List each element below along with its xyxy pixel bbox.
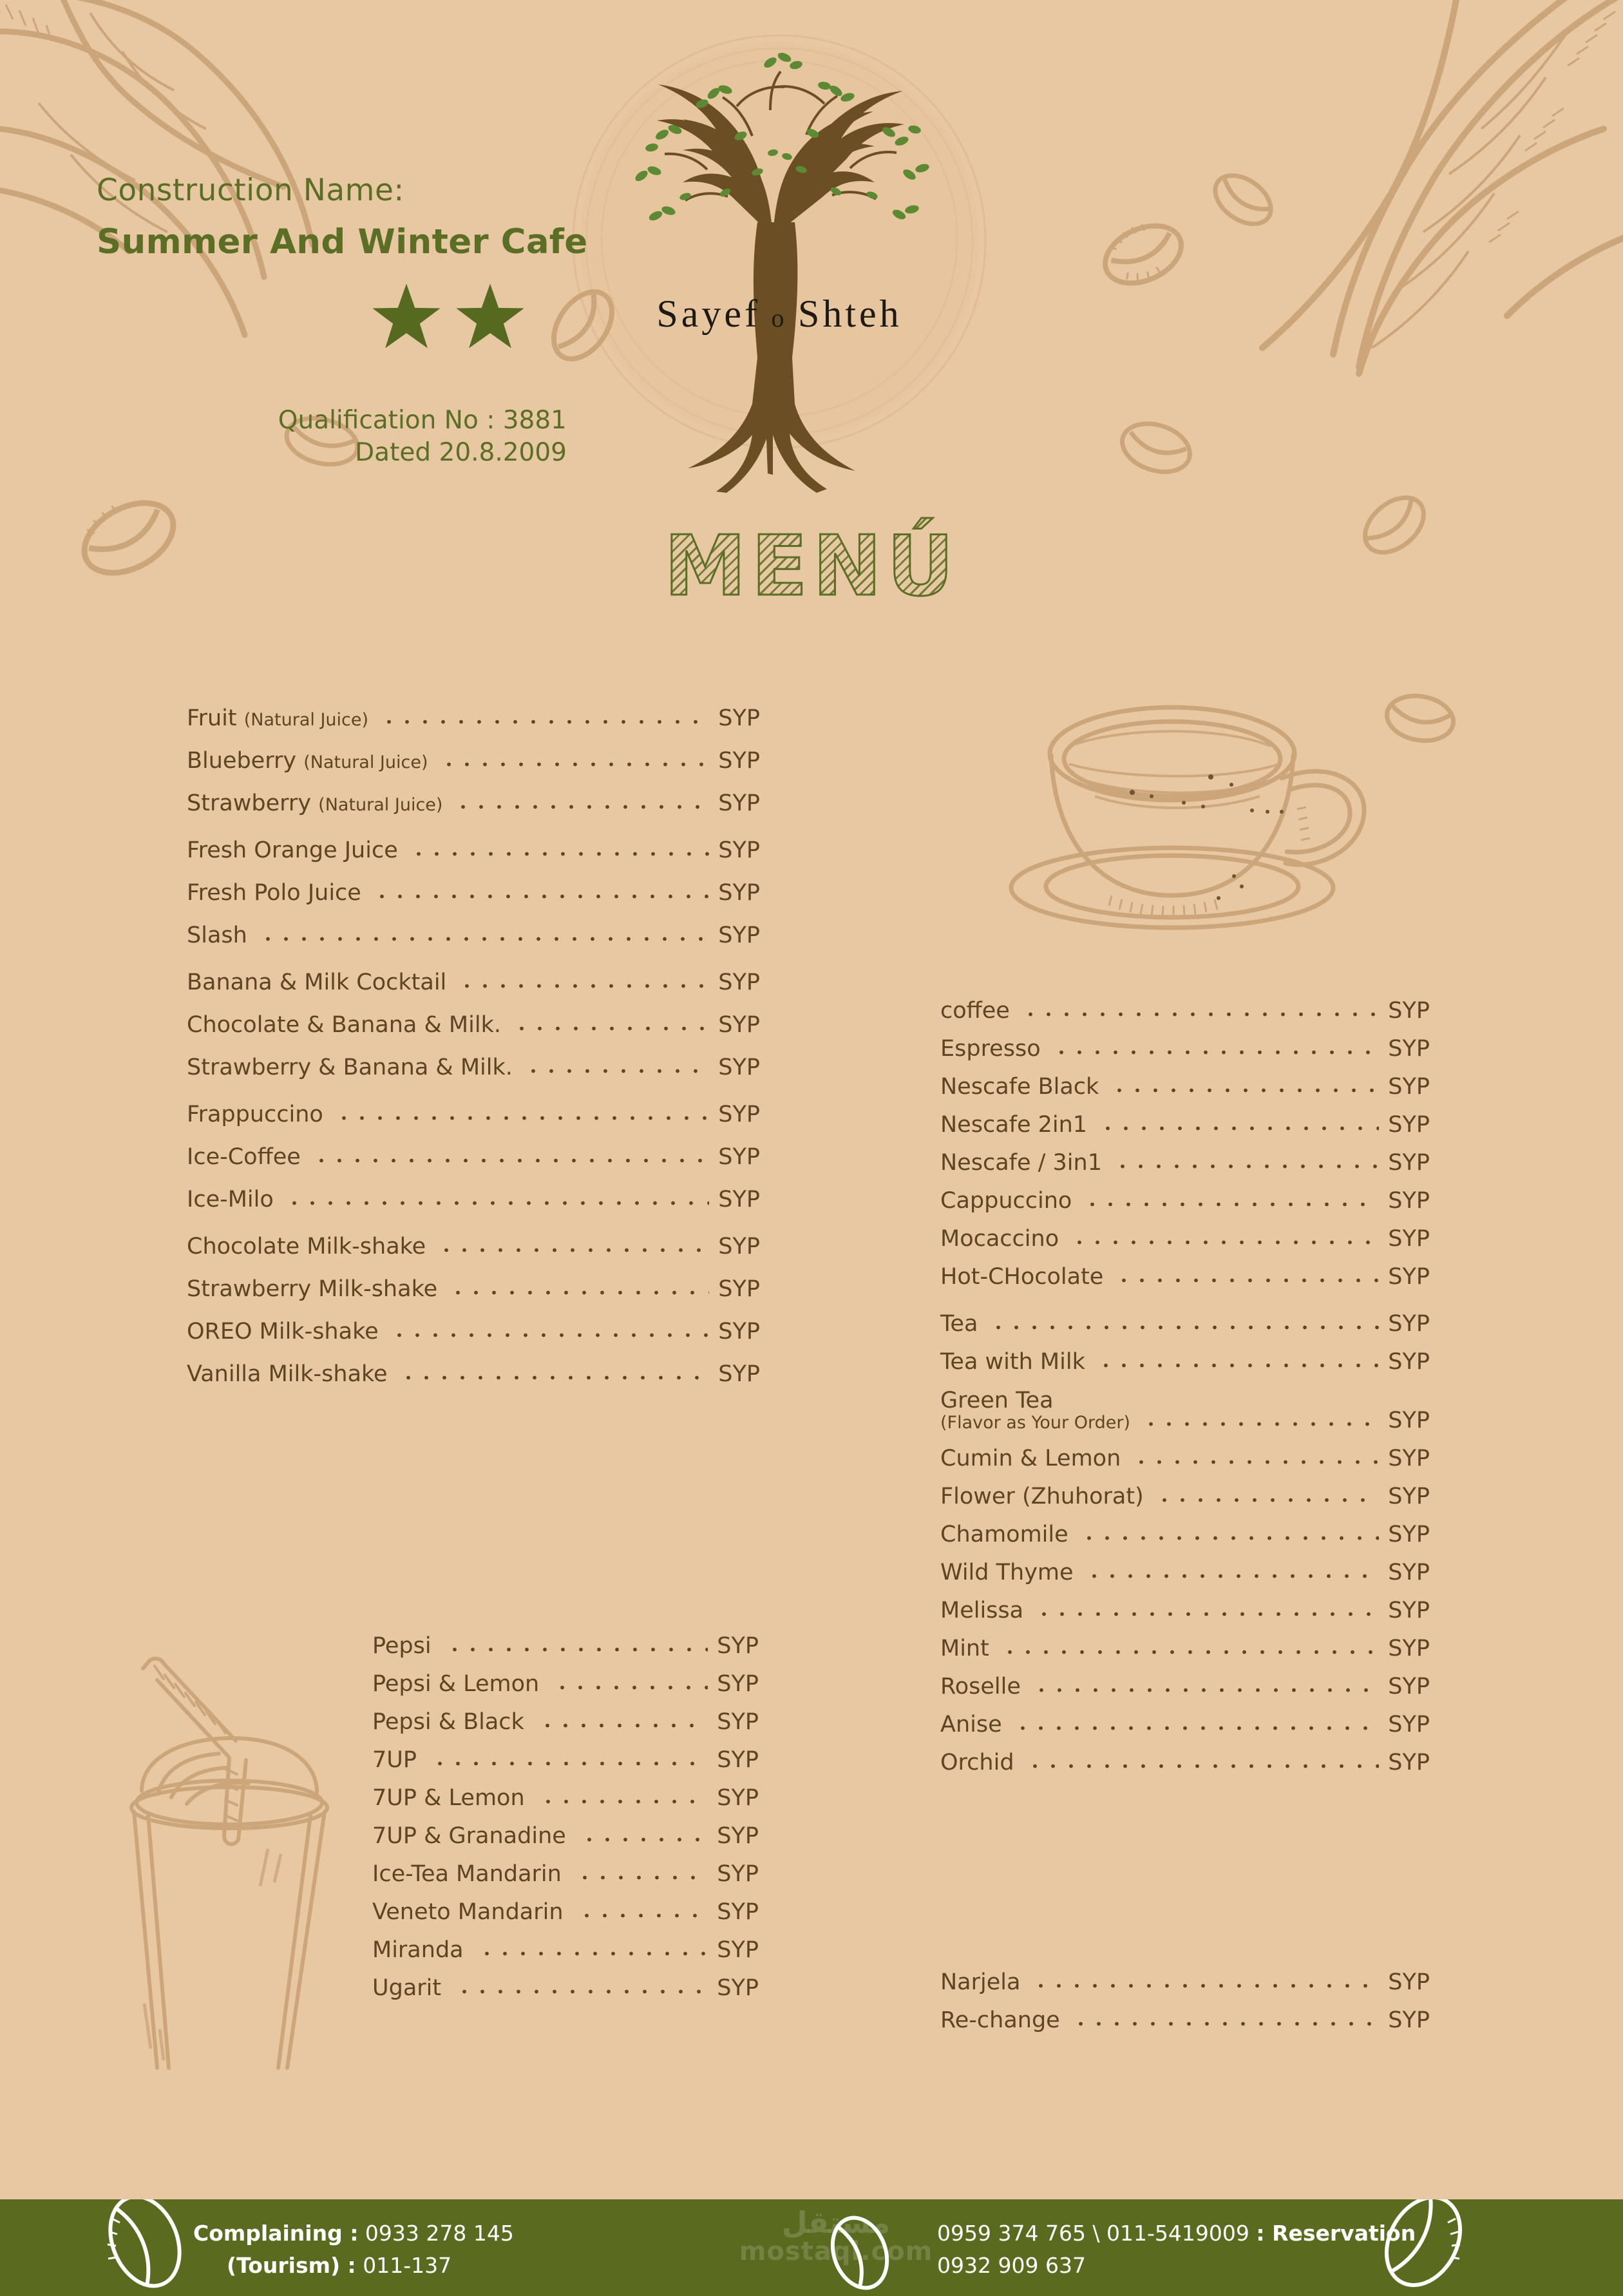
menu-item-price: SYP: [718, 1187, 760, 1212]
menu-item-name-text: Cappuccino: [940, 1188, 1072, 1214]
menu-item-name-text: Melissa: [940, 1598, 1024, 1624]
menu-item-name: [187, 1146, 301, 1169]
menu-item: [940, 1524, 1430, 1546]
menu-item: [940, 1600, 1430, 1622]
menu-item-name: [940, 1676, 1021, 1698]
menu-item-name: [372, 1939, 464, 1962]
coffee-bean-icon: [1114, 412, 1198, 483]
menu-item-price: SYP: [717, 1975, 759, 2001]
menu-item-name-text: Mocaccino: [940, 1226, 1059, 1252]
menu-item: [940, 1228, 1430, 1250]
menu-item-name: [372, 1673, 539, 1696]
menu-item-name: [940, 1524, 1068, 1546]
menu-item: [940, 1114, 1430, 1136]
logo-word-2: o: [771, 303, 788, 332]
menu-item-subtitle: (Natural Juice): [243, 710, 369, 730]
menu-item: [187, 792, 760, 815]
menu-item-price: SYP: [718, 1144, 760, 1170]
menu-item-price: SYP: [717, 1709, 759, 1735]
footer-complaining-block: [193, 2217, 514, 2281]
menu-item-name: [187, 1236, 426, 1258]
menu-item: [187, 1278, 760, 1301]
menu-item: [372, 1825, 759, 1848]
menu-item-name: [940, 1389, 1130, 1432]
menu-item-name-text: Espresso: [940, 1036, 1041, 1062]
complaining-row: [193, 2217, 514, 2250]
leader-dots: [440, 762, 710, 767]
menu-item-name-text: Ice-Tea Mandarin: [372, 1861, 562, 1887]
leader-dots: [1099, 1126, 1379, 1131]
menu-item-name-text: Tea: [940, 1311, 978, 1337]
menu-item: [187, 924, 760, 947]
leader-dots: [380, 720, 709, 724]
menu-item-price: SYP: [1388, 1969, 1430, 1995]
menu-item: [372, 1863, 759, 1886]
leader-dots: [1110, 1088, 1379, 1093]
menu-item-name: [940, 1351, 1085, 1373]
menu-item-name: [187, 1189, 274, 1211]
menu-item: [940, 1038, 1430, 1060]
leader-dots: [539, 1799, 708, 1804]
menu-item-name: [940, 1228, 1059, 1250]
menu-item-name-text: Chocolate & Banana & Milk.: [187, 1012, 501, 1038]
menu-item: [372, 1787, 759, 1810]
coffee-bean-icon: [1095, 216, 1191, 293]
menu-item-price: SYP: [717, 1785, 759, 1811]
reservation-phones-line1[interactable]: 0959 374 765 \ 011-5419009: [937, 2221, 1249, 2246]
menu-item-name: [940, 1038, 1041, 1060]
leader-dots: [1080, 1536, 1380, 1540]
menu-item: [940, 1448, 1430, 1470]
menu-item-name-text: Re-change: [940, 2007, 1060, 2033]
leader-dots: [431, 1761, 708, 1766]
leader-dots: [455, 1989, 708, 1994]
menu-item-price: SYP: [718, 1319, 760, 1344]
menu-item-name-text: Pepsi & Black: [372, 1709, 524, 1735]
menu-item-name: [940, 1562, 1074, 1584]
menu-item-name-text: Nescafe / 3in1: [940, 1150, 1102, 1176]
menu-item-name-text: Veneto Mandarin: [372, 1899, 564, 1925]
leader-dots: [578, 1913, 708, 1918]
tree-logo-icon: [580, 10, 979, 499]
logo-wordmark: [580, 292, 979, 336]
menu-item-name: [187, 750, 428, 772]
leader-dots: [1155, 1498, 1380, 1502]
menu-item-name: [940, 1313, 978, 1335]
leader-dots: [1032, 1984, 1379, 1988]
leader-dots: [478, 1951, 708, 1956]
menu-item-name-text: Roselle: [940, 1674, 1021, 1700]
menu-item-name: [940, 1152, 1102, 1174]
menu-item-name: [940, 1114, 1087, 1136]
footer-bar: [0, 2199, 1623, 2296]
leader-dots: [285, 1201, 710, 1205]
menu-item-name: [940, 1266, 1103, 1288]
leader-dots: [989, 1325, 1379, 1330]
menu-item: [187, 1321, 760, 1343]
qualification-number: Qualification No : 3881: [278, 406, 567, 435]
menu-item: [940, 1152, 1430, 1174]
menu-item-price: SYP: [1388, 1036, 1430, 1062]
menu-item-name-text: Hot-CHocolate: [940, 1264, 1104, 1290]
menu-item-price: SYP: [1388, 2007, 1430, 2033]
logo-word-3: Shteh: [797, 292, 902, 335]
menu-item-subtitle: (Flavor as Your Order): [940, 1412, 1130, 1433]
menu-item-name-text: Nescafe 2in1: [940, 1112, 1088, 1138]
leader-dots: [1026, 1764, 1380, 1768]
menu-item: [940, 1714, 1430, 1736]
leader-dots: [437, 1248, 709, 1252]
menu-item-name-text: Chocolate Milk-shake: [187, 1234, 426, 1259]
leader-dots: [399, 1375, 710, 1380]
leader-dots: [1052, 1050, 1380, 1055]
coffee-bean-icon: [1204, 167, 1282, 232]
menu-item: [187, 750, 760, 772]
menu-item-price: SYP: [1388, 1112, 1430, 1138]
menu-item: [187, 707, 760, 730]
reservation-row: [937, 2217, 1416, 2250]
menu-item-name-text: Wild Thyme: [940, 1560, 1074, 1586]
menu-item-name: [372, 1901, 564, 1924]
menu-item-name: [187, 1278, 437, 1301]
menu-item: [187, 1363, 760, 1386]
menu-column-soft-drinks: [372, 1635, 759, 2015]
menu-item-name-text: coffee: [940, 998, 1010, 1024]
leader-dots: [373, 894, 709, 899]
leader-dots: [1083, 1202, 1379, 1207]
menu-item: [940, 1389, 1430, 1432]
menu-item-subtitle: (Natural Juice): [303, 752, 428, 772]
menu-item: [187, 1236, 760, 1258]
menu-item: [940, 1971, 1430, 1994]
menu-item-name-text: Fruit: [187, 705, 237, 731]
menu-item-price: SYP: [718, 837, 760, 863]
qualification-info: [0, 405, 567, 469]
menu-item-price: SYP: [718, 880, 760, 906]
star-icon: [454, 282, 526, 354]
leader-dots: [1085, 1574, 1380, 1578]
menu-item-name: [940, 1486, 1144, 1508]
menu-item-price: SYP: [718, 705, 760, 731]
leader-dots: [446, 1647, 708, 1652]
menu-item-name: [187, 1104, 323, 1126]
menu-item-name: [187, 1363, 388, 1386]
menu-item: [940, 1266, 1430, 1288]
watermark-domain: mostaql.com: [739, 2237, 933, 2267]
menu-item: [940, 1351, 1430, 1373]
menu-item-name-text: Flower (Zhuhorat): [940, 1484, 1144, 1510]
qualification-date: Dated 20.8.2009: [355, 437, 567, 467]
menu-item-name: [940, 1638, 989, 1660]
menu-item: [372, 1749, 759, 1772]
menu-item-price: SYP: [1388, 1522, 1430, 1548]
reservation-phones-line2[interactable]: 0932 909 637: [937, 2252, 1086, 2278]
leader-dots: [553, 1685, 708, 1690]
menu-item-name-text: 7UP & Lemon: [372, 1785, 525, 1811]
menu-item-name-text: Strawberry Milk-shake: [187, 1276, 438, 1302]
menu-item-price: SYP: [718, 1055, 760, 1080]
leader-dots: [524, 1069, 709, 1073]
leader-dots: [1142, 1422, 1379, 1426]
complaining-phone[interactable]: 0933 278 145: [365, 2221, 514, 2246]
menu-item: [940, 1562, 1430, 1584]
menu-item: [372, 1635, 759, 1658]
menu-item-name-text: Ice-Coffee: [187, 1144, 301, 1170]
logo-word-1: Sayef: [656, 292, 761, 335]
menu-item-price: SYP: [1388, 998, 1430, 1024]
page-title-text: MENÚ: [664, 519, 959, 615]
menu-item: [372, 1901, 759, 1924]
menu-item-price: SYP: [717, 1747, 759, 1773]
tourism-label: (Tourism) :: [227, 2252, 356, 2278]
menu-item-name: [940, 1971, 1020, 1994]
menu-item-name: [187, 971, 446, 994]
leader-dots: [390, 1333, 710, 1337]
menu-item-name: [187, 792, 442, 815]
menu-item-name-text: Narjela: [940, 1969, 1021, 1995]
menu-item-price: SYP: [718, 1234, 760, 1259]
menu-item-price: SYP: [1388, 1750, 1430, 1776]
leader-dots: [449, 1290, 709, 1295]
menu-item-name: [187, 1321, 379, 1343]
menu-item-price: SYP: [717, 1861, 759, 1887]
menu-column-right: [940, 1000, 1430, 1790]
menu-item: [940, 1676, 1430, 1698]
menu-item: [940, 1000, 1430, 1022]
menu-item-price: SYP: [718, 1276, 760, 1302]
menu-item-name-text: Chamomile: [940, 1522, 1068, 1548]
menu-item-name: [940, 1190, 1072, 1212]
menu-item-name-text: Green Tea: [940, 1388, 1054, 1413]
menu-item: [940, 1486, 1430, 1508]
menu-item-name-text: Strawberry & Banana & Milk.: [187, 1055, 513, 1080]
menu-item-name-text: 7UP & Granadine: [372, 1823, 566, 1849]
page-title: [0, 519, 1623, 615]
menu-item-name: [372, 1825, 566, 1848]
menu-item-name: [372, 1749, 417, 1772]
menu-item: [372, 1673, 759, 1696]
menu-item: [187, 1146, 760, 1169]
menu-item-name: [940, 1752, 1014, 1774]
leader-dots: [1097, 1363, 1379, 1368]
menu-item-name-text: Pepsi & Lemon: [372, 1671, 540, 1697]
menu-item-name: [940, 1076, 1099, 1098]
menu-item-name: [940, 1000, 1010, 1022]
menu-item-name-text: Fresh Polo Juice: [187, 880, 361, 906]
menu-item-name-text: Banana & Milk Cocktail: [187, 970, 447, 995]
tourism-row: [193, 2250, 514, 2282]
leader-dots: [513, 1026, 709, 1031]
menu-item-price: SYP: [1388, 1446, 1430, 1472]
menu-item-name: [372, 1711, 524, 1734]
menu-column-left: [187, 707, 760, 1406]
reservation-row-2: [937, 2250, 1416, 2282]
menu-item: [187, 1014, 760, 1037]
menu-item-name: [940, 2009, 1060, 2032]
menu-item: [187, 1104, 760, 1126]
menu-item-subtitle: (Natural Juice): [318, 795, 443, 815]
menu-item-name-text: Mint: [940, 1636, 989, 1662]
leader-dots: [1035, 1612, 1379, 1616]
cafe-logo: [580, 10, 979, 519]
menu-item-price: SYP: [1388, 1408, 1430, 1434]
menu-item: [372, 1939, 759, 1962]
coffee-bean-icon: [1378, 683, 1462, 754]
leader-dots: [576, 1875, 708, 1880]
leader-dots: [458, 984, 709, 988]
menu-item: [940, 1190, 1430, 1212]
leader-dots: [312, 1158, 710, 1163]
menu-item-price: SYP: [717, 1823, 759, 1849]
menu-item-name-text: Frappuccino: [187, 1102, 323, 1127]
menu-item-name-text: Ugarit: [372, 1975, 442, 2001]
menu-item: [187, 1057, 760, 1079]
menu-item-name-text: Nescafe Black: [940, 1074, 1099, 1100]
menu-item: [372, 1711, 759, 1734]
menu-item-price: SYP: [717, 1633, 759, 1659]
leader-dots: [1072, 2022, 1380, 2026]
menu-item-name: [940, 1600, 1023, 1622]
menu-item-price: SYP: [1388, 1484, 1430, 1510]
leader-dots: [1070, 1240, 1379, 1245]
menu-item-price: SYP: [718, 923, 760, 948]
menu-item-name: [940, 1448, 1121, 1470]
leader-dots: [410, 852, 710, 856]
complaining-label: Complaining :: [193, 2221, 359, 2246]
menu-item-name-text: Blueberry: [187, 748, 297, 774]
menu-item-price: SYP: [1388, 1598, 1430, 1624]
construction-name-value: Summer And Winter Cafe: [97, 222, 588, 262]
star-rating: [370, 282, 526, 354]
menu-item-price: SYP: [1388, 1311, 1430, 1337]
tourism-phone[interactable]: 011-137: [363, 2252, 452, 2278]
menu-item: [940, 2009, 1430, 2032]
menu-item-name: [187, 839, 398, 862]
menu-item-price: SYP: [1388, 1188, 1430, 1214]
menu-item-name: [187, 1014, 501, 1037]
watermark-arabic: مستقل: [781, 2205, 891, 2240]
menu-item: [372, 1977, 759, 2000]
menu-item-name: [372, 1977, 441, 2000]
leader-dots: [1032, 1688, 1379, 1692]
construction-name-label: Construction Name:: [97, 173, 404, 208]
menu-item-price: SYP: [1388, 1226, 1430, 1252]
leader-dots: [1114, 1164, 1379, 1169]
menu-item-name-text: Cumin & Lemon: [940, 1446, 1121, 1472]
menu-item-price: SYP: [1388, 1674, 1430, 1700]
menu-item-price: SYP: [1388, 1074, 1430, 1100]
leader-dots: [1132, 1460, 1379, 1464]
menu-item-price: SYP: [1388, 1636, 1430, 1662]
menu-item: [187, 882, 760, 904]
leader-dots: [580, 1837, 708, 1842]
menu-item-name-text: Slash: [187, 923, 247, 948]
menu-item-name: [372, 1635, 432, 1658]
coffee-bean-icon: [1372, 2199, 1475, 2296]
menu-item-name-text: Ice-Milo: [187, 1187, 274, 1212]
menu-item-name-text: Tea with Milk: [940, 1349, 1085, 1375]
menu-item-price: SYP: [718, 970, 760, 995]
menu-item: [187, 971, 760, 994]
menu-item: [940, 1313, 1430, 1335]
menu-item-name-text: Fresh Orange Juice: [187, 837, 398, 863]
leader-dots: [454, 805, 709, 809]
menu-item-price: SYP: [718, 748, 760, 774]
coffee-bean-icon: [818, 2211, 902, 2296]
menu-item-name: [187, 707, 368, 730]
menu-item-price: SYP: [717, 1671, 759, 1697]
menu-item-price: SYP: [718, 790, 760, 816]
leader-dots: [538, 1723, 708, 1728]
menu-item-name-text: Anise: [940, 1712, 1002, 1738]
smoothie-cup-illustration: [109, 1643, 354, 2081]
menu-item: [940, 1638, 1430, 1660]
leader-dots: [1001, 1650, 1379, 1654]
menu-item-name-text: Orchid: [940, 1750, 1014, 1776]
menu-item-price: SYP: [1388, 1264, 1430, 1290]
menu-item-price: SYP: [717, 1899, 759, 1925]
menu-item-price: SYP: [718, 1361, 760, 1387]
menu-item-name-text: 7UP: [372, 1747, 417, 1773]
menu-item-price: SYP: [718, 1012, 760, 1038]
menu-item-name-text: Strawberry: [187, 790, 312, 816]
menu-item: [187, 1189, 760, 1211]
menu-item: [940, 1076, 1430, 1098]
footer-reservation-block: [937, 2217, 1416, 2281]
leader-dots: [335, 1116, 709, 1120]
leader-dots: [1014, 1726, 1380, 1730]
menu-item-name: [940, 1714, 1002, 1736]
menu-item-name: [187, 882, 361, 904]
reservation-label: : Reservation: [1256, 2221, 1416, 2246]
menu-column-right-bottom: [940, 1971, 1430, 2047]
coffee-bean-icon: [97, 2199, 193, 2296]
menu-item-name-text: Vanilla Milk-shake: [187, 1361, 388, 1387]
menu-item-price: SYP: [1388, 1712, 1430, 1738]
coffee-cup-illustration: [979, 683, 1391, 941]
menu-item-name: [187, 924, 247, 947]
leaf-decoration-top-right: [1159, 0, 1623, 393]
menu-item-name-text: Miranda: [372, 1937, 464, 1963]
menu-item-name: [372, 1787, 525, 1810]
star-icon: [370, 282, 442, 354]
leader-dots: [259, 937, 709, 941]
menu-item-price: SYP: [1388, 1560, 1430, 1586]
menu-item-price: SYP: [717, 1937, 759, 1963]
menu-item-name-text: OREO Milk-shake: [187, 1319, 379, 1344]
menu-item-price: SYP: [1388, 1150, 1430, 1176]
menu-item-name: [372, 1863, 562, 1886]
menu-item: [187, 839, 760, 862]
menu-item-name: [187, 1057, 513, 1079]
menu-item-price: SYP: [1388, 1349, 1430, 1375]
leader-dots: [1021, 1012, 1379, 1017]
menu-item-price: SYP: [718, 1102, 760, 1127]
menu-item: [940, 1752, 1430, 1774]
menu-item-name-text: Pepsi: [372, 1633, 432, 1659]
leader-dots: [1115, 1278, 1379, 1283]
